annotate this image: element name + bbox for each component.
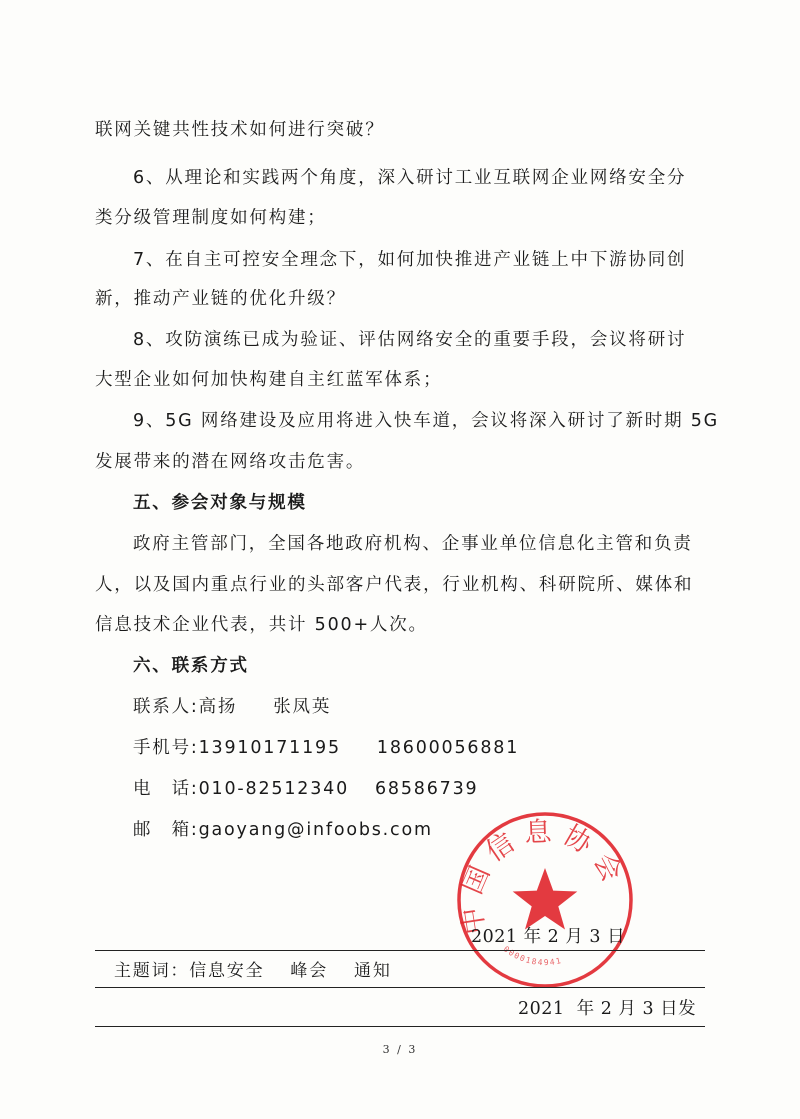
phone-number: 68586739 — [375, 779, 479, 799]
contact-persons-row — [133, 695, 331, 719]
phone-row — [133, 777, 478, 801]
mobile-number: 18600056881 — [376, 738, 520, 758]
section-heading-attendees: 五、参会对象与规模 — [133, 493, 307, 513]
body-line: 9、5G 网络建设及应用将进入快车道，会议将深入研讨了新时期 5G — [133, 411, 720, 431]
body-line: 人，以及国内重点行业的头部客户代表，行业机构、科研院所、媒体和 — [95, 575, 694, 595]
email-row — [133, 818, 433, 842]
page-number: 3 / 3 — [382, 1043, 418, 1056]
section-heading-contact: 六、联系方式 — [133, 656, 249, 676]
body-line: 联网关键共性技术如何进行突破？ — [95, 120, 385, 140]
body-line: 大型企业如何加快构建自主红蓝军体系； — [95, 370, 443, 390]
mobile-number: 13910171195 — [198, 738, 341, 758]
keyword: 峰会 — [290, 961, 329, 981]
divider — [95, 1026, 705, 1027]
signature-date: 2021 年 2 月 3 日 — [471, 927, 626, 947]
keywords-row — [114, 959, 392, 983]
contact-name: 张凤英 — [273, 697, 332, 717]
body-line: 6、从理论和实践两个角度，深入研讨工业互联网企业网络安全分 — [133, 168, 687, 188]
body-line: 7、在自主可控安全理念下，如何加快推进产业链上中下游协同创 — [133, 250, 687, 270]
email-label: 邮 箱: — [133, 820, 199, 840]
body-line: 政府主管部门，全国各地政府机构、企事业单位信息化主管和负责 — [133, 534, 693, 554]
keyword: 信息安全 — [189, 961, 265, 981]
seal-org-text: 中国信息协会 — [455, 816, 632, 937]
email-address: gaoyang@infoobs.com — [198, 820, 433, 840]
phone-number: 010-82512340 — [198, 779, 349, 799]
keyword: 通知 — [354, 961, 392, 981]
mobile-row — [133, 736, 519, 760]
phone-label: 电 话: — [133, 779, 199, 799]
contact-label: 联系人: — [133, 697, 199, 717]
mobile-label: 手机号: — [133, 738, 199, 758]
star-icon — [513, 868, 578, 930]
keywords-label: 主题词： — [114, 961, 190, 981]
official-seal — [455, 810, 635, 990]
seal-serial: 0000184941 — [501, 944, 564, 968]
body-line: 发展带来的潜在网络攻击危害。 — [95, 452, 366, 472]
contact-name: 高扬 — [198, 697, 238, 717]
body-line: 信息技术企业代表，共计 500+人次。 — [95, 615, 428, 635]
body-line: 类分级管理制度如何构建； — [95, 208, 327, 228]
body-line: 8、攻防演练已成为验证、评估网络安全的重要手段，会议将研讨 — [133, 330, 687, 350]
divider — [95, 950, 705, 951]
issue-date: 2021 年 2 月 3 日发 — [518, 999, 697, 1019]
body-line: 新，推动产业链的优化升级？ — [95, 289, 346, 309]
divider — [95, 987, 705, 988]
